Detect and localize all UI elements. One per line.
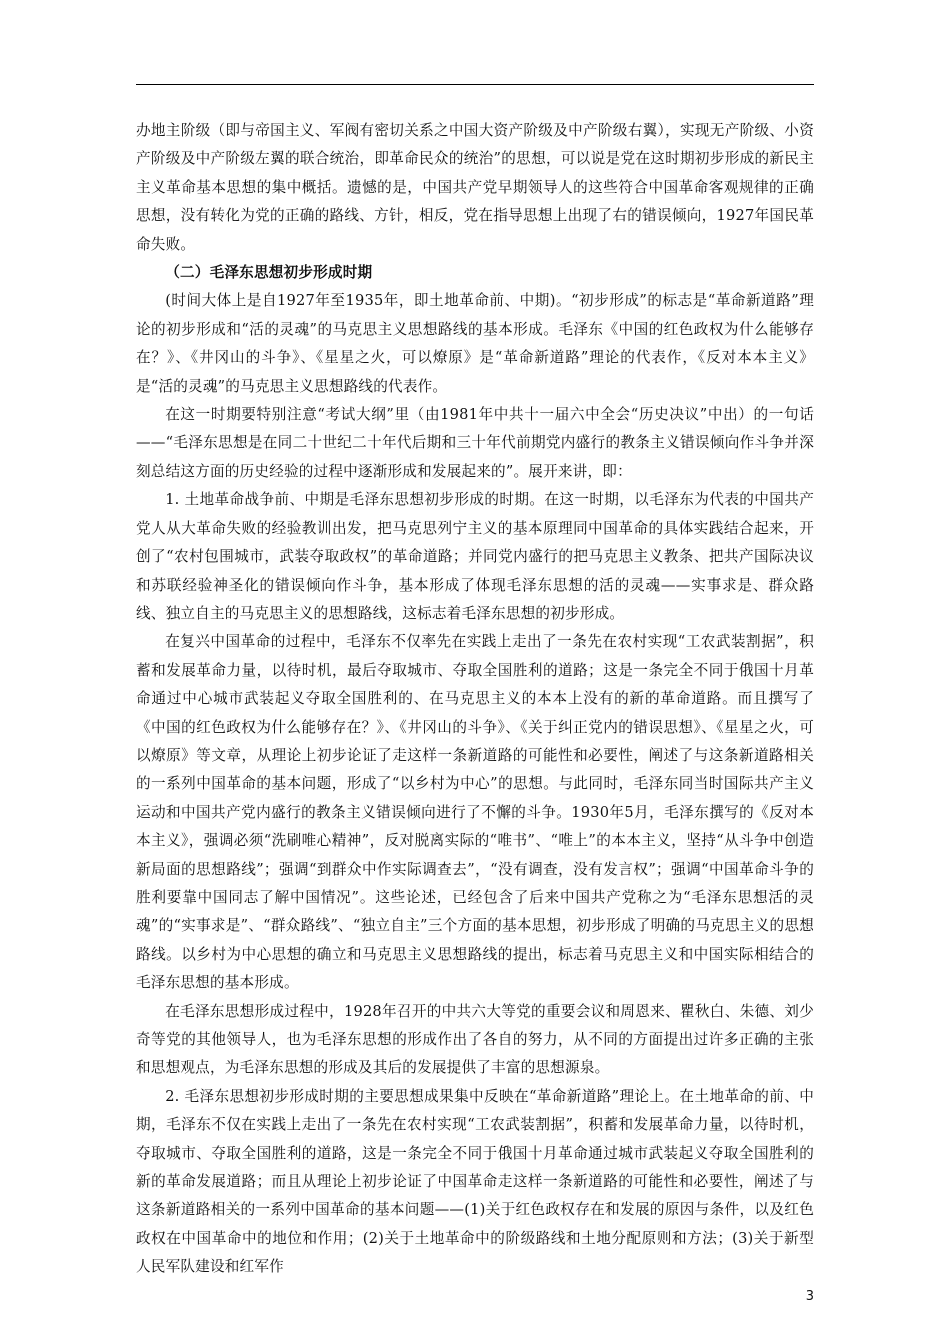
page-number: 3 bbox=[805, 1289, 814, 1304]
paragraph: (时间大体上是自1927年至1935年，即土地革命前、中期)。“初步形成”的标志是“革命新道路”理论的初步形成和“活的灵魂”的马克思主义思想路线的基本形成。毛泽东《中国的红色政权为什么能够存在？》、《井冈山的斗争》、《星星之火，可以燎原》是“革命新道路”理论的代表作，《反对本本主义》是“活的灵魂”的马克思主义思想路线的代表作。 bbox=[136, 292, 814, 395]
paragraph: 2. 毛泽东思想初步形成时期的主要思想成果集中反映在“革命新道路”理论上。在土地革命的前、中期，毛泽东不仅在实践上走出了一条先在农村实现“工农武装割据”，积蓄和发展革命力量，以待时机，夺取城市、夺取全国胜利的道路，这是一条完全不同于俄国十月革命通过城市武装起义夺取全国胜利的新的革命发展道路；而且从理论上初步论证了中国革命走这样一条新道路的可能性和必要性，阐述了与这条新道路相关的一系列中国革命的基本问题——(1)关于红色政权存在和发展的原因与条件，以及红色政权在中国革命中的地位和作用；(2)关于土地革命中的阶级路线和土地分配原则和方法；(3)关于新型人民军队建设和红军作 bbox=[136, 1087, 814, 1276]
paragraph: 在毛泽东思想形成过程中，1928年召开的中共六大等党的重要会议和周恩来、瞿秋白、朱德、刘少奇等党的其他领导人，也为毛泽东思想的形成作出了各自的努力，从不同的方面提出过许多正确的主张和思想观点，为毛泽东思想的形成及其后的发展提供了丰富的思想源泉。 bbox=[136, 1002, 814, 1077]
paragraph: 在复兴中国革命的过程中，毛泽东不仅率先在实践上走出了一条先在农村实现“工农武装割据”，积蓄和发展革命力量，以待时机，最后夺取城市、夺取全国胜利的道路；这是一条完全不同于俄国十月革命通过中心城市武装起义夺取全国胜利的、在马克思主义的本本上没有的新的革命道路。而且撰写了《中国的红色政权为什么能够存在？》、《井冈山的斗争》、《关于纠正党内的错误思想》、《星星之火，可以燎原》等文章，从理论上初步论证了走这样一条新道路的可能性和必要性，阐述了与这条新道路相关的一系列中国革命的基本问题，形成了“以乡村为中心”的思想。与此同时，毛泽东同当时国际共产主义运动和中国共产党内盛行的教条主义错误倾向进行了不懈的斗争。1930年5月，毛泽东撰写的《反对本本主义》，强调必须“洗刷唯心精神”，反对脱离实际的“唯书”、“唯上”的本本主义，坚持“从斗争中创造新局面的思想路线”；强调“到群众中作实际调查去”，“没有调查，没有发言权”；强调“中国革命斗争的胜利要靠中国同志了解中国情况”。这些论述，已经包含了后来中国共产党称之为“毛泽东思想活的灵魂”的“实事求是”、“群众路线”、“独立自主”三个方面的基本思想，初步形成了明确的马克思主义的思想路线。以乡村为中心思想的确立和马克思主义思想路线的提出，标志着马克思主义和中国实际相结合的毛泽东思想的基本形成。 bbox=[136, 633, 814, 992]
paragraph: 在这一时期要特别注意“考试大纲”里（由1981年中共十一届六中全会“历史决议”中出）的一句话——“毛泽东思想是在同二十世纪二十年代后期和三十年代前期党内盛行的教条主义错误倾向作斗争并深刻总结这方面的历史经验的过程中逐渐形成和发展起来的”。展开来讲，即： bbox=[136, 406, 814, 480]
header-rule bbox=[136, 84, 814, 85]
paragraph: 1. 土地革命战争前、中期是毛泽东思想初步形成的时期。在这一时期，以毛泽东为代表的中国共产党人从大革命失败的经验教训出发，把马克思列宁主义的基本原理同中国革命的具体实践结合起来，开创了“农村包围城市，武装夺取政权”的革命道路；并同党内盛行的把马克思主义教条、把共产国际决议和苏联经验神圣化的错误倾向作斗争，基本形成了体现毛泽东思想的活的灵魂——实事求是、群众路线、独立自主的马克思主义的思想路线，这标志着毛泽东思想的初步形成。 bbox=[136, 491, 814, 622]
paragraph-continuation: 办地主阶级（即与帝国主义、军阀有密切关系之中国大资产阶级及中产阶级右翼），实现无产阶级、小资产阶级及中产阶级左翼的联合统治，即革命民众的统治”的思想，可以说是党在这时期初步形成的新民主主义革命基本思想的集中概括。遗憾的是，中国共产党早期领导人的这些符合中国革命客观规律的正确思想，没有转化为党的正确的路线、方针，相反，党在指导思想上出现了右的错误倾向，1927年国民革命失败。 bbox=[136, 122, 814, 253]
section-heading: （二）毛泽东思想初步形成时期 bbox=[165, 264, 373, 282]
page-body bbox=[136, 117, 814, 1282]
